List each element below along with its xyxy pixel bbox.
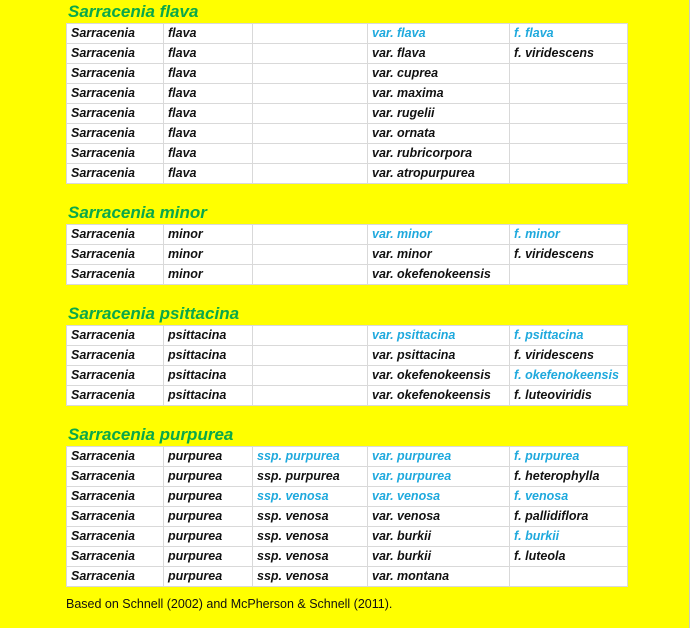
subspecies-cell [253,326,368,346]
variety-cell: var. rubricorpora [368,144,510,164]
subspecies-cell: ssp. venosa [253,487,368,507]
species-cell: flava [164,104,253,124]
variety-cell: var. burkii [368,547,510,567]
species-cell: purpurea [164,567,253,587]
variety-cell: var. flava [368,44,510,64]
genus-cell: Sarracenia [67,467,164,487]
variety-cell: var. purpurea [368,467,510,487]
table-row [67,164,628,184]
table-row [67,487,628,507]
form-cell: f. venosa [510,487,628,507]
form-cell: f. pallidiflora [510,507,628,527]
genus-cell: Sarracenia [67,164,164,184]
table-row [67,265,628,285]
genus-cell: Sarracenia [67,104,164,124]
species-cell: flava [164,24,253,44]
table-row [67,225,628,245]
subspecies-cell [253,84,368,104]
subspecies-cell [253,164,368,184]
form-cell: f. luteoviridis [510,386,628,406]
variety-cell: var. purpurea [368,447,510,467]
taxon-table [66,446,628,587]
variety-cell: var. ornata [368,124,510,144]
genus-cell: Sarracenia [67,24,164,44]
variety-cell: var. rugelii [368,104,510,124]
table-row [67,104,628,124]
section-gap [66,184,686,201]
genus-cell: Sarracenia [67,366,164,386]
subspecies-cell [253,44,368,64]
subspecies-cell: ssp. purpurea [253,467,368,487]
form-cell [510,164,628,184]
variety-cell: var. okefenokeensis [368,366,510,386]
variety-cell: var. burkii [368,527,510,547]
genus-cell: Sarracenia [67,225,164,245]
table-row [67,447,628,467]
table-row [67,386,628,406]
genus-cell: Sarracenia [67,64,164,84]
species-cell: flava [164,84,253,104]
table-row [67,144,628,164]
species-cell: psittacina [164,346,253,366]
form-cell: f. psittacina [510,326,628,346]
subspecies-cell [253,366,368,386]
species-cell: flava [164,124,253,144]
subspecies-cell: ssp. venosa [253,547,368,567]
species-cell: flava [164,64,253,84]
source-note: Based on Schnell (2002) and McPherson & Schnell (2011). [66,597,393,611]
form-cell [510,64,628,84]
form-cell [510,144,628,164]
variety-cell: var. flava [368,24,510,44]
section-gap [66,406,686,423]
table-row [67,24,628,44]
variety-cell: var. minor [368,245,510,265]
genus-cell: Sarracenia [67,124,164,144]
variety-cell: var. okefenokeensis [368,386,510,406]
form-cell [510,265,628,285]
table-row [67,326,628,346]
section-title: Sarracenia psittacina [68,304,240,323]
section-title: Sarracenia flava [68,2,199,21]
species-cell: flava [164,144,253,164]
species-cell: purpurea [164,447,253,467]
variety-cell: var. atropurpurea [368,164,510,184]
taxon-table [66,325,628,406]
genus-cell: Sarracenia [67,346,164,366]
genus-cell: Sarracenia [67,567,164,587]
subspecies-cell [253,346,368,366]
form-cell: f. burkii [510,527,628,547]
species-cell: purpurea [164,467,253,487]
form-cell: f. minor [510,225,628,245]
species-cell: purpurea [164,527,253,547]
subspecies-cell [253,64,368,84]
species-cell: minor [164,265,253,285]
table-row [67,467,628,487]
form-cell: f. okefenokeensis [510,366,628,386]
form-cell [510,84,628,104]
subspecies-cell: ssp. venosa [253,507,368,527]
genus-cell: Sarracenia [67,326,164,346]
table-row [67,124,628,144]
section-sarracenia-minor [66,201,686,285]
subspecies-cell [253,124,368,144]
species-cell: purpurea [164,547,253,567]
species-cell: flava [164,164,253,184]
form-cell: f. luteola [510,547,628,567]
form-cell: f. viridescens [510,346,628,366]
species-cell: minor [164,245,253,265]
taxon-table [66,23,628,184]
table-row [67,527,628,547]
subspecies-cell: ssp. venosa [253,567,368,587]
variety-cell: var. maxima [368,84,510,104]
table-row [67,84,628,104]
section-title: Sarracenia purpurea [68,425,234,444]
subspecies-cell [253,144,368,164]
section-gap [66,285,686,302]
variety-cell: var. okefenokeensis [368,265,510,285]
genus-cell: Sarracenia [67,245,164,265]
form-cell: f. viridescens [510,245,628,265]
species-cell: minor [164,225,253,245]
genus-cell: Sarracenia [67,507,164,527]
table-row [67,346,628,366]
genus-cell: Sarracenia [67,447,164,467]
genus-cell: Sarracenia [67,386,164,406]
form-cell: f. flava [510,24,628,44]
variety-cell: var. minor [368,225,510,245]
section-title: Sarracenia minor [68,203,207,222]
subspecies-cell: ssp. purpurea [253,447,368,467]
table-row [67,507,628,527]
subspecies-cell [253,24,368,44]
subspecies-cell [253,386,368,406]
genus-cell: Sarracenia [67,265,164,285]
form-cell [510,567,628,587]
genus-cell: Sarracenia [67,527,164,547]
section-sarracenia-psittacina [66,302,686,406]
genus-cell: Sarracenia [67,44,164,64]
table-row [67,64,628,84]
species-cell: psittacina [164,366,253,386]
section-sarracenia-flava [66,0,686,184]
table-row [67,567,628,587]
form-cell: f. purpurea [510,447,628,467]
form-cell [510,104,628,124]
variety-cell: var. venosa [368,507,510,527]
variety-cell: var. venosa [368,487,510,507]
variety-cell: var. psittacina [368,346,510,366]
genus-cell: Sarracenia [67,547,164,567]
species-cell: flava [164,44,253,64]
variety-cell: var. montana [368,567,510,587]
taxon-table [66,224,628,285]
subspecies-cell [253,245,368,265]
table-row [67,245,628,265]
section-sarracenia-purpurea [66,423,686,587]
genus-cell: Sarracenia [67,144,164,164]
genus-cell: Sarracenia [67,84,164,104]
variety-cell: var. psittacina [368,326,510,346]
form-cell: f. heterophylla [510,467,628,487]
genus-cell: Sarracenia [67,487,164,507]
table-row [67,547,628,567]
form-cell: f. viridescens [510,44,628,64]
form-cell [510,124,628,144]
species-tables [66,0,686,587]
species-cell: purpurea [164,487,253,507]
subspecies-cell [253,104,368,124]
species-cell: psittacina [164,386,253,406]
species-cell: psittacina [164,326,253,346]
table-row [67,366,628,386]
species-cell: purpurea [164,507,253,527]
subspecies-cell [253,265,368,285]
subspecies-cell [253,225,368,245]
subspecies-cell: ssp. venosa [253,527,368,547]
variety-cell: var. cuprea [368,64,510,84]
table-row [67,44,628,64]
